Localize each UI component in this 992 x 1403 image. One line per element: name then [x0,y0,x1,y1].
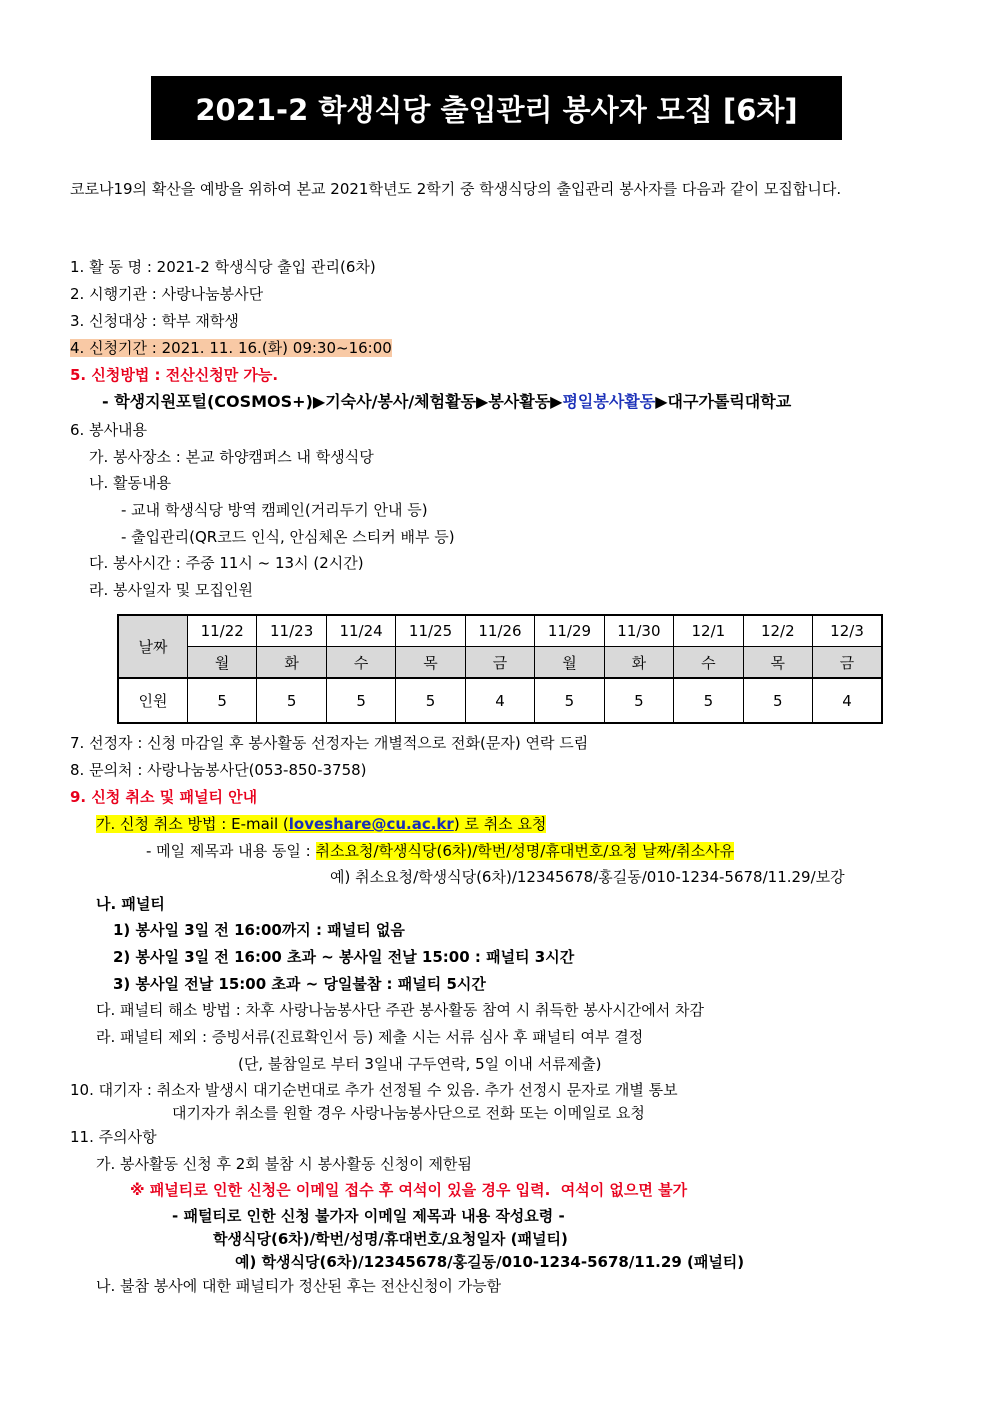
item-notice: 11. 주의사항 [70,1128,157,1146]
content-place: 가. 봉사장소 : 본교 하양캠퍼스 내 학생식당 [89,448,374,466]
date-cell: 11/23 [257,615,326,647]
count-cell: 5 [187,678,256,723]
path-university: 대구가톨릭대학교 [667,392,792,411]
penalty-rule-3: 3) 봉사일 전날 15:00 초과 ~ 당일불참 : 패널티 5시간 [113,975,486,993]
table-row [118,647,882,679]
notice-penalty-note [130,1179,687,1201]
notice-limit: 가. 봉사활동 신청 후 2회 불참 시 봉사활동 신청이 제한됨 [96,1155,473,1173]
date-cell: 11/29 [535,615,604,647]
count-header: 인원 [118,678,187,723]
date-cell: 12/2 [743,615,812,647]
arrow-icon: ▶ [476,392,489,411]
page-title-text: 2021-2 학생식당 출입관리 봉사자 모집 [6차] [195,92,798,127]
arrow-icon: ▶ [655,392,668,411]
date-cell: 11/24 [326,615,395,647]
date-cell: 12/3 [813,615,882,647]
intro-paragraph: 코로나19의 확산을 예방을 위하여 본교 2021학년도 2학기 중 학생식당의 출입관리 봉사자를 다음과 같이 모집합니다. [70,180,842,198]
format-heading: - 패털티로 인한 신청 불가자 이메일 제목과 내용 작성요령 - [172,1207,565,1225]
day-cell: 수 [674,647,743,679]
page-title [151,76,842,140]
cancel-method-text [96,815,546,833]
format-template: 학생식당(6차)/학번/성명/휴대번호/요청일자 (패널티) [213,1230,568,1248]
note-part-a: ※ 패널티로 인한 신청은 이메일 접수 후 여석이 있을 경우 입력. [130,1181,551,1199]
date-cell: 11/30 [604,615,673,647]
path-portal: - 학생지원포털(COSMOS+) [102,392,313,411]
cancel-method [96,813,546,835]
content-schedule: 라. 봉사일자 및 모집인원 [89,581,253,599]
day-cell: 금 [813,647,882,679]
day-cell: 월 [187,647,256,679]
item-organizer: 2. 시행기관 : 사랑나눔봉사단 [70,285,264,303]
item-period [70,337,392,359]
item-activity-name: 1. 활 동 명 : 2021-2 학생식당 출입 관리(6차) [70,258,376,276]
application-path [102,391,791,413]
cancel-format-label: - 메일 제목과 내용 동일 : [146,842,316,860]
day-cell: 목 [743,647,812,679]
notice-reapply: 나. 불참 봉사에 대한 패널티가 정산된 후는 전산신청이 가능함 [96,1277,502,1295]
penalty-rule-2: 2) 봉사일 3일 전 16:00 초과 ~ 봉사일 전날 15:00 : 패널티 3시간 [113,948,575,966]
path-weekday: 평일봉사활동 [562,392,656,411]
arrow-icon: ▶ [550,392,563,411]
count-cell: 5 [674,678,743,723]
date-cell: 12/1 [674,615,743,647]
activity-campaign: - 교내 학생식당 방역 캠페인(거리두기 안내 등) [121,501,428,519]
penalty-exempt: 라. 패널티 제외 : 증빙서류(진료확인서 등) 제출 시는 서류 심사 후 패널티 여부 결정 [96,1028,644,1046]
day-cell: 수 [326,647,395,679]
day-cell: 화 [604,647,673,679]
arrow-icon: ▶ [312,392,326,411]
cancel-format [146,840,734,862]
penalty-resolve: 다. 패널티 해소 방법 : 차후 사랑나눔봉사단 주관 봉사활동 참여 시 취득한 봉사시간에서 차감 [96,1001,704,1019]
cancel-example: 예) 취소요청/학생식당(6차)/12345678/홍길동/010-1234-5678/11.29/보강 [330,868,845,886]
date-header: 날짜 [118,615,187,678]
content-activities: 나. 활동내용 [89,474,171,492]
table-row [118,678,882,723]
date-cell: 11/25 [396,615,465,647]
item-target: 3. 신청대상 : 학부 재학생 [70,312,239,330]
content-time: 다. 봉사시간 : 주중 11시 ~ 13시 (2시간) [89,554,364,572]
day-cell: 월 [535,647,604,679]
penalty-heading: 나. 패널티 [96,895,165,913]
day-cell: 화 [257,647,326,679]
count-cell: 5 [326,678,395,723]
day-cell: 목 [396,647,465,679]
penalty-exempt-note: (단, 불참일로 부터 3일내 구두연락, 5일 이내 서류제출) [238,1055,602,1073]
item-period-text: 4. 신청기간 : 2021. 11. 16.(화) 09:30~16:00 [70,339,392,357]
date-cell: 11/26 [465,615,534,647]
count-cell: 4 [813,678,882,723]
count-cell: 5 [535,678,604,723]
path-volunteer: 봉사활동 [488,392,551,411]
waitlist-cancel: 대기자가 취소를 원할 경우 사랑나눔봉사단으로 전화 또는 이메일로 요청 [172,1104,645,1122]
item-waitlist: 10. 대기자 : 취소자 발생시 대기순번대로 추가 선정될 수 있음. 추가 선정시 문자로 개별 통보 [70,1081,678,1099]
activity-entry: - 출입관리(QR코드 인식, 안심체온 스티커 배부 등) [121,528,455,546]
item-selection: 7. 선정자 : 신청 마감일 후 봉사활동 선정자는 개별적으로 전화(문자) 연락 드림 [70,734,589,752]
count-cell: 5 [743,678,812,723]
item-content: 6. 봉사내용 [70,421,148,439]
date-cell: 11/22 [187,615,256,647]
count-cell: 5 [604,678,673,723]
count-cell: 5 [257,678,326,723]
path-dorm: 기숙사/봉사/체험활동 [325,392,477,411]
table-row [118,615,882,647]
count-cell: 5 [396,678,465,723]
cancel-method-label: 가. 신청 취소 방법 : E-mail ( [96,815,289,833]
day-cell: 금 [465,647,534,679]
cancel-method-tail: ) 로 취소 요청 [453,815,547,833]
cancel-format-value: 취소요청/학생식당(6차)/학번/성명/휴대번호/요청 날짜/취소사유 [315,842,735,860]
note-part-b: 여석이 없으면 불가 [560,1181,688,1199]
count-cell: 4 [465,678,534,723]
schedule-table [117,614,883,724]
item-cancel-penalty: 9. 신청 취소 및 패널티 안내 [70,788,258,806]
email-link[interactable]: loveshare@cu.ac.kr [288,815,454,833]
item-method: 5. 신청방법 : 전산신청만 가능. [70,366,279,384]
item-contact: 8. 문의처 : 사랑나눔봉사단(053-850-3758) [70,761,367,779]
format-example: 예) 학생식당(6차)/12345678/홍길동/010-1234-5678/11.29 (패널티) [235,1253,745,1271]
penalty-rule-1: 1) 봉사일 3일 전 16:00까지 : 패널티 없음 [113,921,405,939]
